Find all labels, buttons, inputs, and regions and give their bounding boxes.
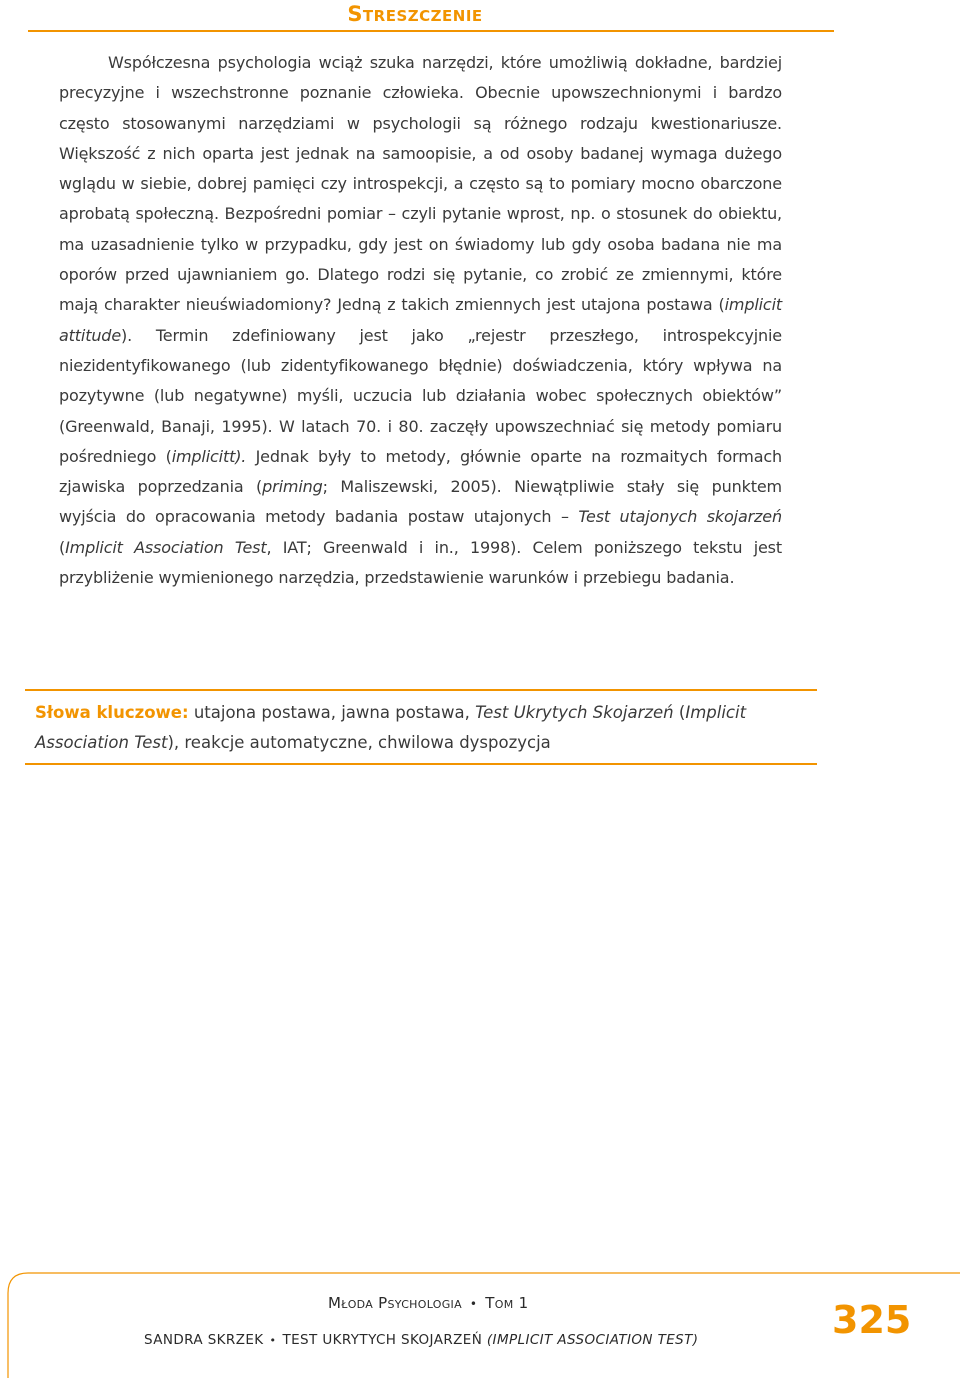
article-title: TEST UKRYTYCH SKOJARZEŃ (282, 1332, 487, 1348)
abstract-italic-term: implicitt). (171, 446, 247, 466)
abstract-text: ( (59, 537, 66, 557)
abstract-text: Jednak były to metody, głównie oparte na rozmaitych formach zjawiska poprzedzania ( (59, 446, 782, 497)
journal-name: Młoda Psychologia (328, 1294, 462, 1312)
keywords-top-rule (25, 689, 817, 691)
abstract-text: , IAT; Greenwald i in., 1998). Celem poniższego tekstu jest przybliżenie wymienionego narzędzia, przedstawienie warunków i przebiegu badania. (59, 537, 782, 588)
article-title-italic: (IMPLICIT ASSOCIATION TEST) (486, 1332, 699, 1348)
keywords-text: ), reakcje automatyczne, chwilowa dyspozycja (167, 733, 551, 752)
page-number: 325 (832, 1298, 912, 1342)
abstract-text: Współczesna psychologia wciąż szuka narzędzi, które umożliwią dokładne, bardziej precyzyjne i wszechstronne poznanie człowieka. Obecnie upowszechnionymi i bardzo często stosowanymi narzędziami w psychologii są różnego rodzaju kwestionariusze. Większość z nich oparta jest jednak na samoopisie, a od osoby badanej wymaga dużego wglądu w siebie, dobrej pamięci czy introspekcji, a często są to pomiary mocno obarczone aprobatą społeczną. Bezpośredni pomiar – czyli pytanie wprost, np. o stosunek do obiektu, ma uzasadnienie tylko w przypadku, gdy jest on świadomy lub gdy osoba badana nie ma oporów przed ujawnianiem go. Dlatego rodzi się pytanie, co zrobić ze zmiennymi, które mają charakter nieuświadomiony? Jedną z takich zmiennych jest utajona postawa ( (59, 53, 782, 315)
abstract-paragraph (59, 48, 782, 593)
title-underline (28, 30, 834, 32)
journal-volume: Tom 1 (485, 1294, 529, 1312)
bullet-separator: • (469, 1297, 478, 1311)
abstract-text: ; Maliszewski, 2005). Niewątpliwie stały się punktem wyjścia do opracowania metody badania postaw utajonych – (59, 477, 782, 527)
abstract-italic-term: Implicit Association Test (65, 537, 267, 557)
bullet-separator: • (269, 1334, 277, 1347)
keywords-text: utajona postawa, jawna postawa, (188, 703, 476, 722)
article-reference (144, 1332, 698, 1348)
section-title: Streszczenie (347, 2, 483, 26)
abstract-italic-term: implicit attitude (59, 295, 782, 345)
keywords-italic-term: Implicit Association Test (35, 703, 747, 752)
keywords-bottom-rule (25, 763, 817, 765)
journal-line (328, 1294, 528, 1312)
keywords-italic-term: Test Ukrytych Skojarzeń (475, 703, 674, 722)
abstract-italic-term: Test utajonych skojarzeń (578, 507, 782, 527)
author-name: SANDRA SKRZEK (144, 1332, 264, 1348)
abstract-text: ). Termin zdefiniowany jest jako „rejestr przeszłego, introspekcyjnie niezidentyfikowanego (lub zidentyfikowanego błędnie) doświadczenia, który wpływa na pozytywne (lub negatywne) myśli, uczucia lub działania wobec społecznych obiektów” (Greenwald, Banaji, 1995). W latach 70. i 80. zaczęły upowszechniać się metody pomiaru pośredniego ( (59, 325, 782, 466)
keywords-label: Słowa kluczowe: (35, 703, 189, 722)
abstract-italic-term: priming (262, 477, 323, 497)
keywords-block (35, 698, 810, 758)
keywords-text: ( (673, 703, 686, 722)
